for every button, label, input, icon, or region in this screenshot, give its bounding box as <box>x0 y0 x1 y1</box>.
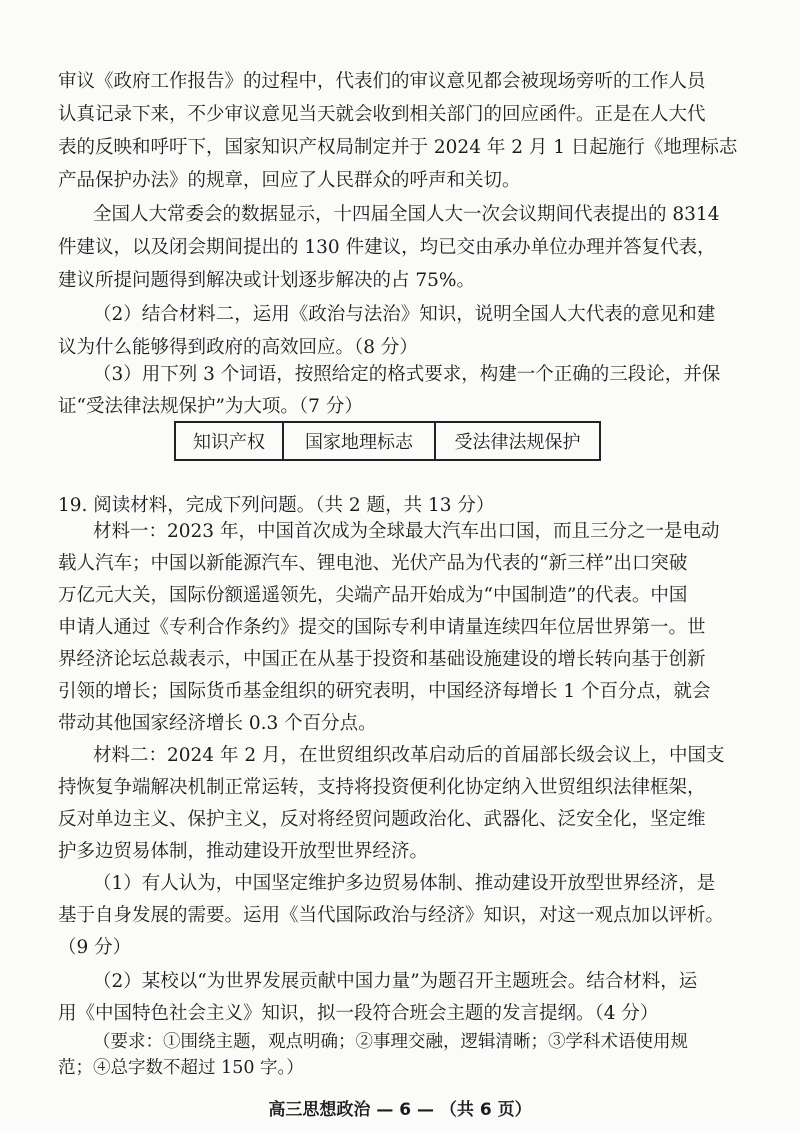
question-18-2: （2）结合材料二，运用《政治与法治》知识，说明全国人大代表的意见和建 <box>93 304 716 325</box>
material-1-line: 材料一：2023 年，中国首次成为全球最大汽车出口国，而且三分之一是电动 <box>93 521 720 542</box>
question-19-1: 基于自身发展的需要。运用《当代国际政治与经济》知识，对这一观点加以评析。 <box>58 905 725 926</box>
paragraph-line: 件建议，以及闭会期间提出的 130 件建议，均已交由承办单位办理并答复代表， <box>58 237 716 258</box>
material-1-line: 载人汽车；中国以新能源汽车、锂电池、光伏产品为代表的“新三样”出口突破 <box>58 553 688 574</box>
paragraph-line: 产品保护办法》的规章，回应了人民群众的呼声和关切。 <box>58 170 521 191</box>
material-1-line: 万亿元大关，国际份额遥遥领先，尖端产品开始成为“中国制造”的代表。中国 <box>58 585 688 606</box>
terms-table <box>174 421 601 461</box>
material-1-line: 引领的增长；国际货币基金组织的研究表明，中国经济每增长 1 个百分点，就会 <box>58 681 711 702</box>
material-1-line: 界经济论坛总裁表示，中国正在从基于投资和基础设施建设的增长转向基于创新 <box>58 649 706 670</box>
paragraph-line: 审议《政府工作报告》的过程中，代表们的审议意见都会被现场旁听的工作人员 <box>58 71 706 92</box>
material-2-line: 反对单边主义、保护主义，反对将经贸问题政治化、武器化、泛安全化，坚定维 <box>58 809 706 830</box>
material-1-line: 带动其他国家经济增长 0.3 个百分点。 <box>58 713 377 734</box>
term-cell: 知识产权 <box>176 423 284 459</box>
paragraph-line: 认真记录下来，不少审议意见当天就会收到相关部门的回应函件。正是在人大代 <box>58 104 706 125</box>
material-2-line: 护多边贸易体制，推动建设开放型世界经济。 <box>58 841 429 862</box>
page-footer: 高三思想政治 — 6 — （共 6 页） <box>268 1100 532 1120</box>
paragraph-line: 建议所提问题得到解决或计划逐步解决的占 75%。 <box>58 270 476 291</box>
requirements-line: 范；④总字数不超过 150 字。） <box>58 1058 304 1078</box>
question-19-1: （1）有人认为，中国坚定维护多边贸易体制、推动建设开放型世界经济，是 <box>93 873 716 894</box>
question-18-3: 证“受法律法规保护”为大项。（7 分） <box>58 396 363 417</box>
paragraph-line: 全国人大常委会的数据显示，十四届全国人大一次会议期间代表提出的 8314 <box>93 204 720 225</box>
material-2-line: 持恢复争端解决机制正常运转，支持将投资便利化协定纳入世贸组织法律框架， <box>58 777 706 798</box>
question-19-2: 用《中国特色社会主义》知识，拟一段符合班会主题的发言提纲。（4 分） <box>58 1003 659 1024</box>
question-18-2: 议为什么能够得到政府的高效回应。（8 分） <box>58 337 418 358</box>
requirements-line: （要求：①围绕主题，观点明确；②事理交融，逻辑清晰；③学科术语使用规 <box>93 1032 688 1052</box>
question-19-header: 19. 阅读材料，完成下列问题。（共 2 题，共 13 分） <box>58 495 495 516</box>
question-18-3: （3）用下列 3 个词语，按照给定的格式要求，构建一个正确的三段论，并保 <box>93 364 721 385</box>
term-cell: 国家地理标志 <box>284 423 436 459</box>
question-19-1: （9 分） <box>58 937 132 958</box>
term-cell: 受法律法规保护 <box>454 432 581 453</box>
question-19-2: （2）某校以“为世界发展贡献中国力量”为题召开主题班会。结合材料，运 <box>93 971 698 992</box>
paragraph-line: 表的反映和呼吁下，国家知识产权局制定并于 2024 年 2 月 1 日起施行《地理标志 <box>58 137 738 158</box>
material-2-line: 材料二：2024 年 2 月，在世贸组织改革启动后的首届部长级会议上，中国支 <box>93 745 725 766</box>
material-1-line: 申请人通过《专利合作条约》提交的国际专利申请量连续四年位居世界第一。世 <box>58 617 706 638</box>
